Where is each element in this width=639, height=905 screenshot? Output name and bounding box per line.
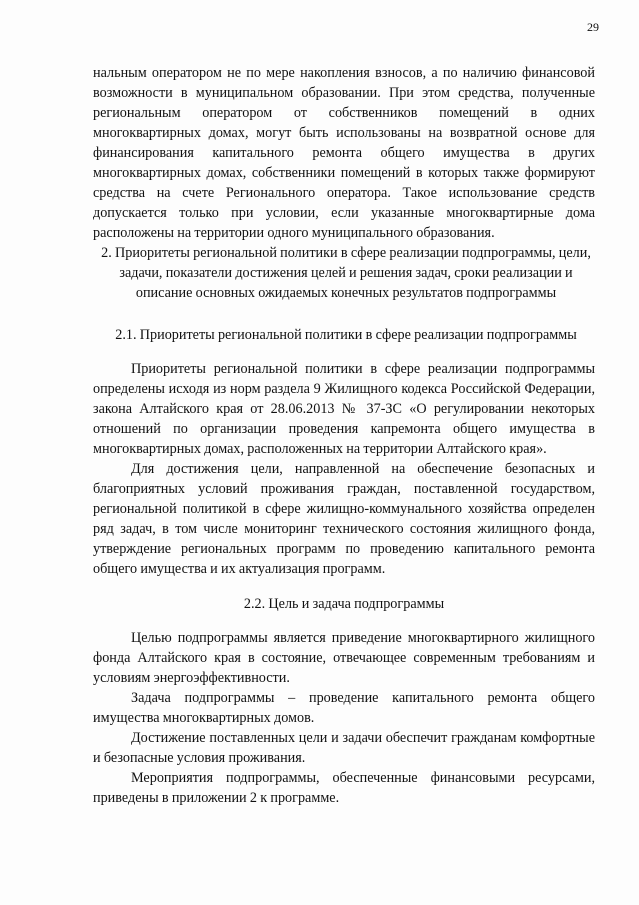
paragraph: Задача подпрограммы – проведение капитального ремонта общего имущества многоквартирных домов.	[93, 690, 595, 726]
section-2-1-heading: 2.1. Приоритеты региональной политики в сфере реализации подпрограммы	[115, 327, 577, 343]
intro-paragraph-block	[93, 63, 595, 243]
page-number: 29	[587, 20, 599, 34]
paragraph: Приоритеты региональной политики в сфере реализации подпрограммы определены исходя из норм раздела 9 Жилищного кодекса Российской Федерации, закона Алтайского края от 28.06.2013 № 37-ЗС «О регулировании некоторых отношений по организации проведения капремонта общего имущества в многоквартирных домах, расположенных на территории Алтайского края».	[93, 361, 595, 457]
paragraph: Для достижения цели, направленной на обеспечение безопасных и благоприятных условий проживания граждан, поставленной государством, региональной политикой в сфере жилищно-коммунального хозяйства определен ряд задач, в том числе мониторинг технического состояния жилищного фонда, утверждение региональных программ по проведению капитального ремонта общего имущества и их актуализация программ.	[93, 461, 595, 577]
section-2-heading: 2. Приоритеты региональной политики в сфере реализации подпрограммы, цели, задачи, показатели достижения целей и решения задач, сроки реализации и описание основных ожидаемых конечных результатов подпрограммы	[101, 245, 591, 301]
intro-paragraph: нальным оператором не по мере накопления взносов, а по наличию финансовой возможности в муниципальном образовании. При этом средства, полученные региональным оператором от собственников помещений в одних многоквартирных домах, могут быть использованы на возвратной основе для финансирования капитального ремонта общего имущества в других многоквартирных домах, собственники помещений в которых также формируют средства на счете Регионального оператора. Такое использование средств допускается только при условии, если указанные многоквартирные дома расположены на территории одного муниципального образования.	[93, 65, 595, 241]
section-2-2-body	[93, 628, 595, 808]
section-2-1-body	[93, 359, 595, 579]
paragraph: Достижение поставленных цели и задачи обеспечит гражданам комфортные и безопасные условия проживания.	[93, 730, 595, 766]
paragraph: Мероприятия подпрограммы, обеспеченные финансовыми ресурсами, приведены в приложении 2 к программе.	[93, 770, 595, 806]
section-2-2-heading: 2.2. Цель и задача подпрограммы	[243, 596, 445, 612]
paragraph: Целью подпрограммы является приведение многоквартирного жилищного фонда Алтайского края в состояние, отвечающее современным требованиям и условиям энергоэффективности.	[93, 630, 595, 686]
